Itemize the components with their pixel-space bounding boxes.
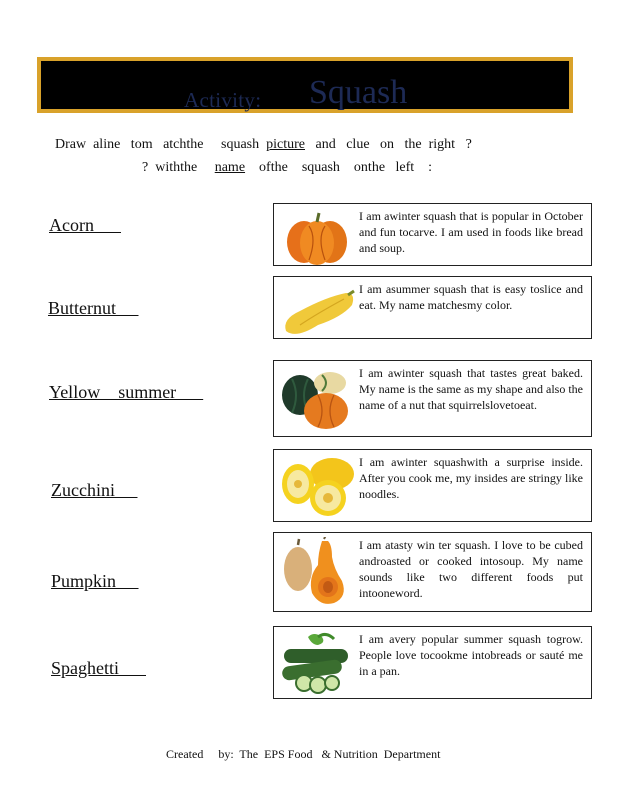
clue-text: I am avery popular summer squash togrow. People love tocookme intobreads or sauté me in a pan. [359,632,583,678]
clue-card-2[interactable] [273,276,592,339]
squash-name-pumpkin[interactable]: Pumpkin [51,571,139,591]
yellow-squash-icon [278,281,356,341]
spaghetti-squash-icon [278,454,356,518]
page-title: Squash [309,74,408,111]
clue-card-6[interactable] [273,626,592,699]
clue-text: I am awinter squashwith a surprise inside. After you cook me, my insides are stringy like noodles. [359,455,583,501]
squash-name-yellow-summer[interactable]: Yellow summer [49,382,204,402]
clue-text: I am awinter squash that tastes great baked. My name is the same as my shape and also the name of a nut that squirrelslovetoeat. [359,366,583,412]
pumpkin-icon [278,208,356,268]
instructions-line-1 [55,137,472,153]
clue-text: I am awinter squash that is popular in October and fun tocarve. I am used in foods like bread and soup. [359,209,583,255]
instr-text: and clue on the right ? [305,137,472,152]
activity-label: Activity: [184,88,262,112]
butternut-squash-icon [278,537,356,609]
instr-text: Draw aline tom atchthe squash [55,137,267,152]
title-banner [37,57,573,113]
instr-text: ? withthe [142,160,215,175]
clue-card-4[interactable] [273,449,592,522]
acorn-squash-icon [278,365,356,433]
clue-card-1[interactable] [273,203,592,266]
footer-credit: Created by: The EPS Food & Nutrition Department [166,747,441,761]
instr-underlined-word: name [214,160,246,175]
instr-text: ofthe squash onthe left : [245,160,433,175]
zucchini-icon [278,631,356,695]
clue-card-5[interactable] [273,532,592,612]
clue-card-3[interactable] [273,360,592,437]
squash-name-spaghetti[interactable]: Spaghetti [51,658,146,678]
clue-text: I am atasty win ter squash. I love to be cubed androasted or cooked intosoup. My name sounds like two different foods put intooneword. [359,538,583,600]
squash-name-zucchini[interactable]: Zucchini [51,480,138,500]
banner-inner [44,64,566,112]
instr-underlined-word: picture [266,137,305,152]
squash-name-acorn[interactable]: Acorn [49,215,121,235]
clue-text: I am asummer squash that is easy toslice and eat. My name matchesmy color. [359,282,583,312]
instructions-line-2 [142,160,432,176]
squash-name-butternut[interactable]: Butternut [48,298,139,318]
